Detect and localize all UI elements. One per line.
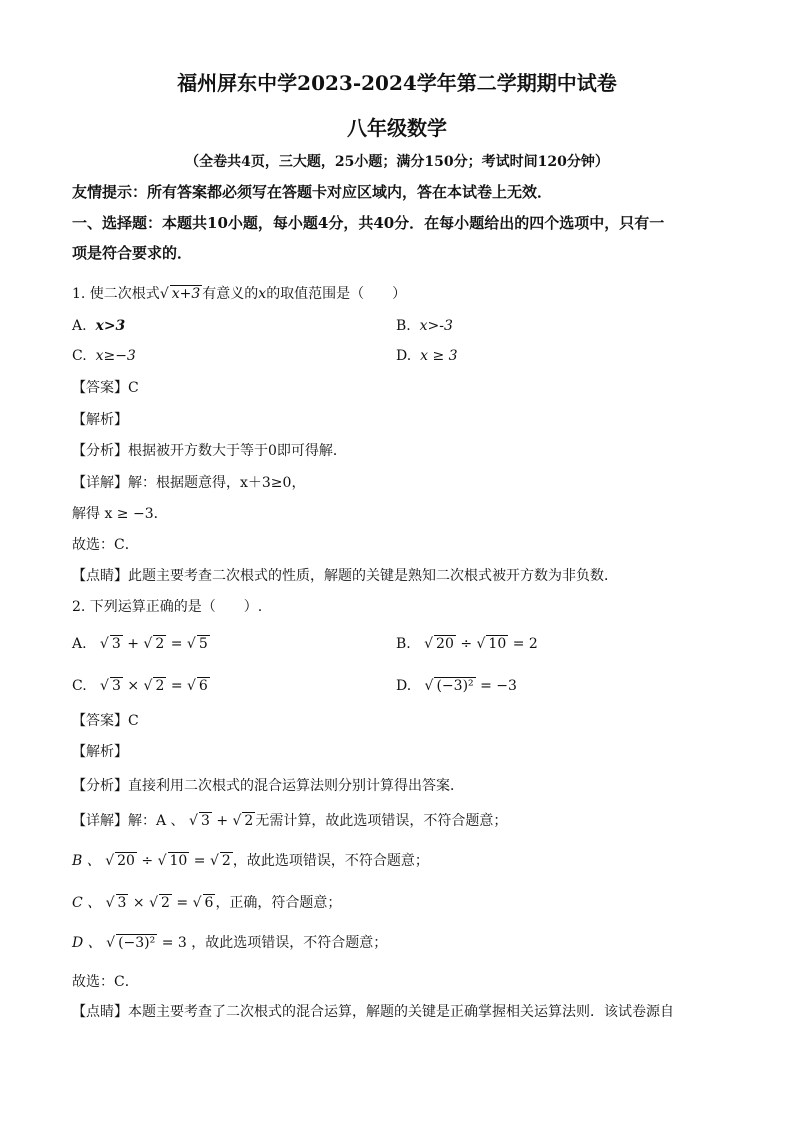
option-label: D. — [396, 348, 412, 364]
exam-info: （全卷共4页，三大题，25小题；满分150分；考试时间120分钟） — [185, 154, 609, 170]
radical-sign: √ — [105, 895, 115, 911]
radicand: 3 — [117, 895, 127, 911]
radicand: 6 — [204, 895, 214, 911]
q1-dianjing: 【点睛】此题主要考查二次根式的性质，解题的关键是熟知二次根式被开方数为非负数． — [72, 568, 618, 584]
radicand: 2 — [221, 853, 231, 869]
line-tail: = 3 ，故此选项错误，不符合题意； — [161, 935, 388, 951]
q2-option-c — [72, 676, 210, 696]
radical-sign: √ — [100, 678, 109, 694]
divide-sign: ÷ — [460, 636, 473, 652]
option-text: x ≥ 3 — [420, 348, 458, 364]
radicand: 2 — [155, 678, 165, 694]
radical-sign: √ — [424, 636, 434, 652]
equals-sign: = — [176, 895, 189, 911]
exam-subtitle: 八年级数学 — [347, 116, 447, 140]
plus-sign: + — [127, 636, 139, 652]
q2-xiangjie-a — [72, 811, 507, 831]
radicand: 3 — [111, 636, 121, 652]
option-label: B. — [396, 318, 411, 334]
line-label: D 、 — [72, 935, 102, 951]
divide-sign: ÷ — [141, 853, 154, 869]
radicand: 10 — [488, 636, 507, 652]
q1-option-c — [72, 346, 136, 366]
q2-stem: 2. 下列运算正确的是（ ）. — [72, 599, 263, 615]
option-text: x≥−3 — [95, 348, 136, 364]
radical-sign: √ — [149, 895, 159, 911]
radicand: 3 — [111, 678, 121, 694]
q1-radicand: x+3 — [171, 286, 201, 302]
equals-sign: = — [193, 853, 206, 869]
option-label: D. — [396, 678, 412, 694]
q1-answer: 【答案】C — [72, 380, 139, 396]
radicand: 10 — [169, 853, 188, 869]
times-sign: × — [127, 678, 140, 694]
radicand: 3 — [200, 813, 210, 829]
radical-sign: √ — [157, 853, 167, 869]
radicand: 2 — [155, 636, 165, 652]
radicand: 5 — [198, 636, 208, 652]
q1-stem-prefix: 1. 使二次根式 — [72, 286, 160, 302]
q2-dianjing: 【点睛】本题主要考查了二次根式的混合运算，解题的关键是正确掌握相关运算法则．该试卷源自 — [72, 1004, 674, 1020]
result: = −3 — [480, 678, 517, 694]
q1-option-a — [72, 316, 125, 336]
option-label: B. — [396, 636, 411, 652]
q1-choice: 故选：C． — [72, 537, 139, 553]
radical-sign: √ — [99, 636, 109, 652]
q1-solution: 解得 x ≥ −3． — [72, 506, 168, 522]
radical-sign: √ — [476, 636, 486, 652]
xiangjie-tail: 无需计算，故此选项错误，不符合题意； — [255, 813, 508, 829]
option-text: x>3 — [95, 318, 126, 334]
q1-stem — [72, 284, 406, 304]
q1-analysis: 【解析】 — [72, 412, 128, 428]
plus-sign: + — [216, 813, 229, 829]
radicand: (−3)² — [118, 935, 156, 951]
option-text: x>-3 — [419, 318, 453, 334]
q2-fenxi: 【分析】直接利用二次根式的混合运算法则分别计算得出答案． — [72, 778, 464, 794]
q1-option-b — [396, 316, 453, 336]
exam-title: 福州屏东中学2023-2024学年第二学期期中试卷 — [177, 71, 617, 95]
q1-fenxi: 【分析】根据被开方数大于等于0即可得解． — [72, 443, 347, 459]
radicand: 2 — [244, 813, 254, 829]
radicand: 20 — [117, 853, 135, 869]
option-label: A. — [72, 636, 87, 652]
radicand: (−3)² — [436, 678, 474, 694]
radical-sign: √ — [187, 678, 196, 694]
q2-option-a — [72, 634, 210, 654]
line-tail: ，故此选项错误，不符合题意； — [232, 853, 429, 869]
q2-option-d — [396, 676, 517, 696]
option-label: C. — [72, 348, 87, 364]
line-tail: ，正确，符合题意； — [215, 895, 342, 911]
q2-analysis: 【解析】 — [72, 744, 128, 760]
q1-stem-suffix: 的取值范围是（ ） — [266, 286, 407, 302]
option-label: C. — [72, 678, 87, 694]
radical-sign: √ — [192, 895, 202, 911]
q1-xiangjie: 【详解】解：根据题意得，x＋3≥0， — [72, 475, 306, 491]
radicand: 2 — [161, 895, 170, 911]
q2-xiangjie-d — [72, 933, 387, 953]
section-heading-line1: 一、选择题：本题共10小题，每小题4分，共40分．在每小题给出的四个选项中，只有一 — [72, 214, 665, 232]
radical-sign: √ — [189, 813, 198, 829]
radicand: 20 — [436, 636, 454, 652]
radicand: 6 — [198, 678, 208, 694]
xiangjie-prefix: 【详解】解：A 、 — [72, 813, 185, 829]
result: = 2 — [512, 636, 538, 652]
q2-option-b — [396, 634, 538, 654]
equals-sign: = — [170, 678, 183, 694]
radical-sign: √ — [105, 853, 115, 869]
line-label: B 、 — [72, 853, 101, 869]
radical-sign: √ — [159, 286, 169, 302]
q2-answer: 【答案】C — [72, 713, 139, 729]
radical-sign: √ — [424, 678, 434, 694]
q2-xiangjie-c — [72, 893, 341, 913]
q2-xiangjie-b — [72, 851, 429, 871]
radical-sign: √ — [232, 813, 242, 829]
q1-stem-middle: 有意义的 — [202, 286, 259, 302]
line-label: C 、 — [72, 895, 102, 911]
q1-variable: x — [258, 286, 267, 302]
radical-sign: √ — [143, 636, 153, 652]
radical-sign: √ — [106, 935, 116, 951]
q1-option-d — [396, 346, 458, 366]
q2-choice: 故选：C． — [72, 974, 139, 990]
radical-sign: √ — [143, 678, 153, 694]
tip-text: 友情提示：所有答案都必须写在答题卡对应区域内，答在本试卷上无效． — [72, 183, 553, 201]
radical-sign: √ — [186, 636, 196, 652]
section-heading-line2: 项是符合要求的． — [72, 244, 193, 262]
radical-sign: √ — [209, 853, 219, 869]
option-label: A. — [72, 318, 87, 334]
times-sign: × — [132, 895, 145, 911]
equals-sign: = — [170, 636, 183, 652]
